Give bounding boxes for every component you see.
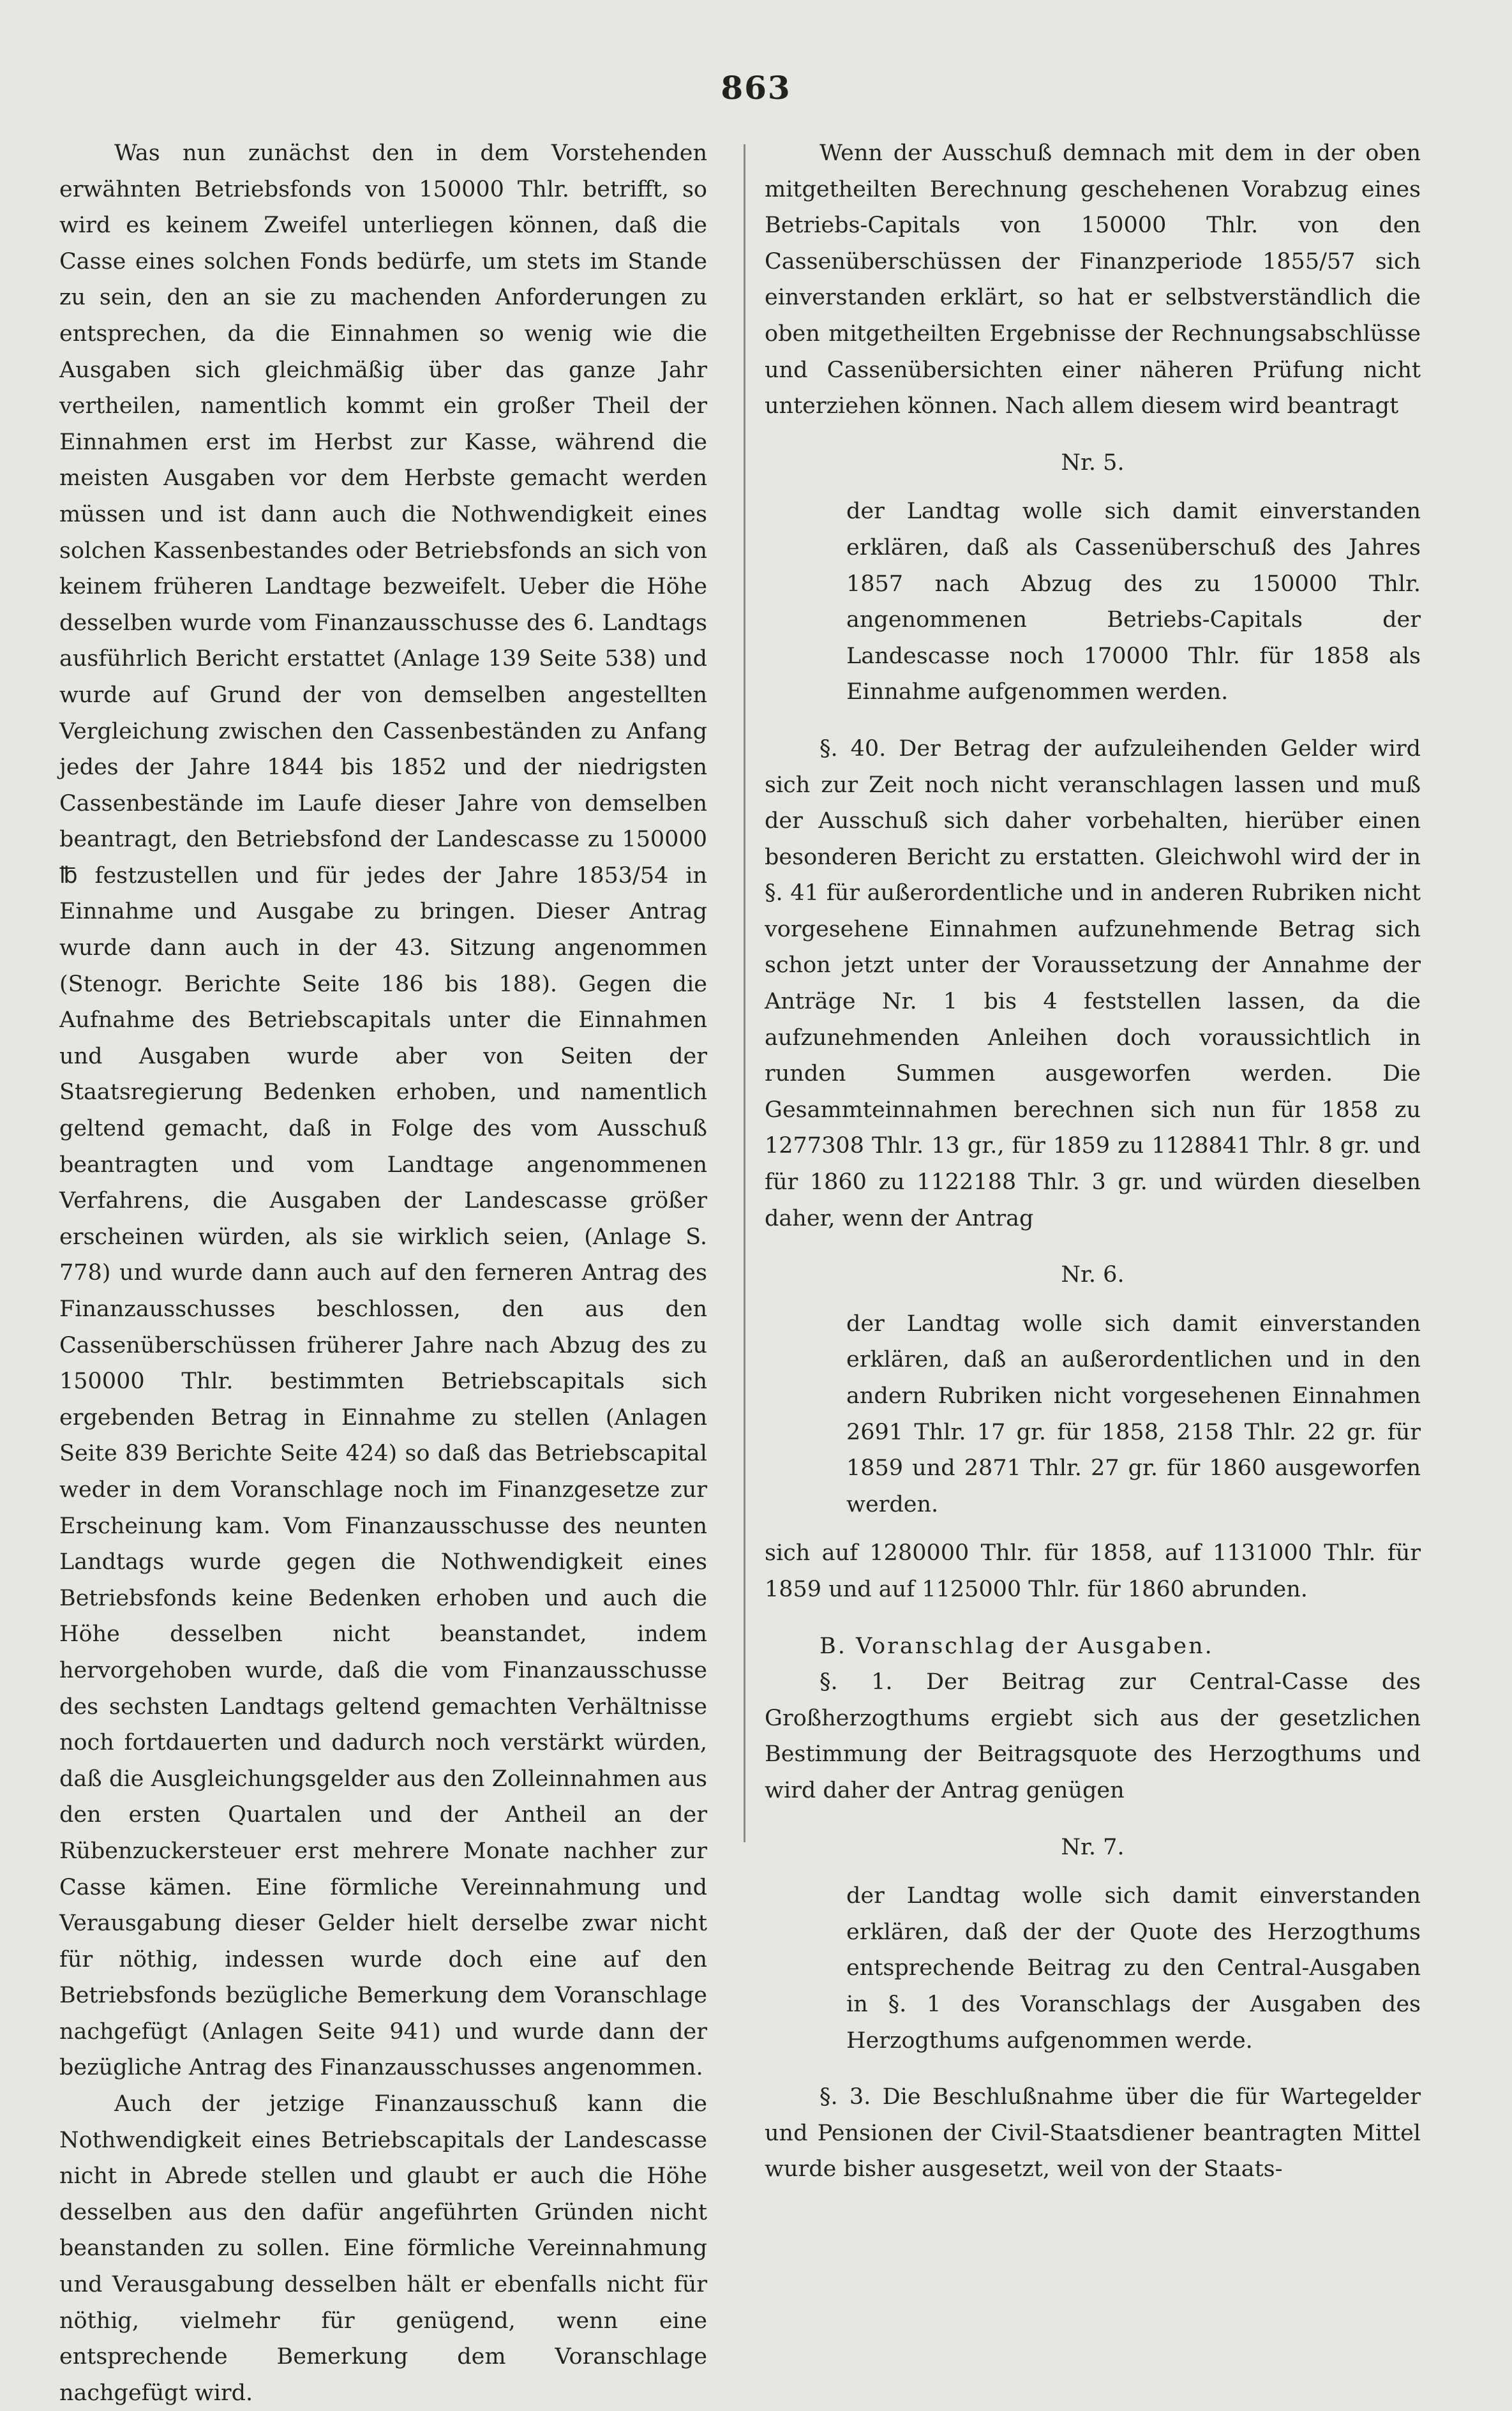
page-number: 863 (721, 69, 791, 107)
motion-text-nr6: der Landtag wolle sich damit einverstanden erklären, daß an außerordentlichen und in den andern Rubriken nicht vorgesehenen Einnahmen 2691 Thlr. 17 gr. für 1858, 2158 Thlr. 22 gr. für 1859 und 2871 Thlr. 27 gr. für 1860 ausgeworfen werden. (846, 1311, 1421, 1517)
section-heading-b: B. Voranschlag der Ausgaben. (820, 1633, 1214, 1659)
paragraph-section-3: §. 3. Die Beschlußnahme über die für Wartegelder und Pensionen der Civil-Staatsdiener beantragten Mittel wurde bisher ausgesetzt, weil von der Staats- (765, 2084, 1421, 2182)
motion-heading-nr5: Nr. 5. (1061, 449, 1125, 476)
left-column (59, 135, 707, 2411)
paragraph-ausschuss: Wenn der Ausschuß demnach mit dem in der oben mitgetheilten Berechnung geschehenen Vorabzug eines Betriebs-Capitals von 150000 Thlr. von den Cassenüberschüssen der Finanzperiode 1855/57 sich einverstanden erklärt, so hat er selbstverständlich die oben mitgetheilten Ergebnisse der Rechnungsabschlüsse und Cassenübersichten einer näheren Prüfung nicht unterziehen können. Nach allem diesem wird beantragt (765, 140, 1421, 419)
right-column (765, 135, 1421, 2188)
paragraph-betriebsfonds: Was nun zunächst den in dem Vorstehenden erwähnten Betriebsfonds von 150000 Thlr. betrifft, so wird es keinem Zweifel unterliegen können, daß die Casse eines solchen Fonds bedürfe, um stets im Stande zu sein, den an sie zu machenden Anforderungen zu entsprechen, da die Einnahmen so wenig wie die Ausgaben sich gleichmäßig über das ganze Jahr vertheilen, namentlich kommt ein großer Theil der Einnahmen erst im Herbst zur Kasse, während die meisten Ausgaben vor dem Herbste gemacht werden müssen und ist dann auch die Nothwendigkeit eines solchen Kassenbestandes oder Betriebsfonds an sich von keinem früheren Landtage bezweifelt. Ueber die Höhe desselben wurde vom Finanzausschusse des 6. Landtags ausführlich Bericht erstattet (Anlage 139 Seite 538) und wurde auf Grund der von demselben angestellten Vergleichung zwischen den Cassenbeständen zu Anfang jedes der Jahre 1844 bis 1852 und der niedrigsten Cassenbestände im Laufe dieser Jahre von demselben beantragt, den Betriebsfond der Landescasse zu 150000 ℔ festzustellen und für jedes der Jahre 1853/54 in Einnahme und Ausgabe zu bringen. Dieser Antrag wurde dann auch in der 43. Sitzung angenommen (Stenogr. Berichte Seite 186 bis 188). Gegen die Aufnahme des Betriebscapitals unter die Einnahmen und Ausgaben wurde aber von Seiten der Staatsregierung Bedenken erhoben, und namentlich geltend gemacht, daß in Folge des vom Ausschuß beantragten und vom Landtage angenommenen Verfahrens, die Ausgaben der Landescasse größer erscheinen würden, als sie wirklich seien, (Anlage S. 778) und wurde dann auch auf den ferneren Antrag des Finanzausschusses beschlossen, den aus den Cassenüberschüssen früherer Jahre nach Abzug des zu 150000 Thlr. bestimmten Betriebscapitals sich ergebenden Betrag in Einnahme zu stellen (Anlagen Seite 839 Berichte Seite 424) so daß das Betriebscapital weder in dem Voranschlage noch im Finanzgesetze zur Erscheinung kam. Vom Finanzausschusse des neunten Landtags wurde gegen die Nothwendigkeit eines Betriebsfonds keine Bedenken erhoben und auch die Höhe desselben nicht beanstandet, indem hervorgehoben wurde, daß die vom Finanzausschusse des sechsten Landtags geltend gemachten Verhältnisse noch fortdauerten und dadurch noch verstärkt würden, daß die Ausgleichungsgelder aus den Zolleinnahmen aus den ersten Quartalen und der Antheil an der Rübenzuckersteuer erst mehrere Monate nachher zur Casse kämen. Eine förmliche Vereinnahmung und Verausgabung dieser Gelder hielt derselbe zwar nicht für nöthig, indessen wurde doch eine auf den Betriebsfonds bezügliche Bemerkung dem Voranschlage nachgefügt (Anlagen Seite 941) und wurde dann der bezügliche Antrag des Finanzausschusses angenommen. (59, 140, 707, 2081)
motion-heading-nr7: Nr. 7. (1061, 1834, 1125, 1860)
paragraph-abrunden: sich auf 1280000 Thlr. für 1858, auf 1131000 Thlr. für 1859 und auf 1125000 Thlr. für 1860 abrunden. (765, 1540, 1421, 1602)
motion-text-nr5: der Landtag wolle sich damit einverstanden erklären, daß als Cassenüberschuß des Jahres 1857 nach Abzug des zu 150000 Thlr. angenommenen Betriebs-Capitals der Landescasse noch 170000 Thlr. für 1858 als Einnahme aufgenommen werden. (846, 499, 1421, 705)
motion-heading-nr6: Nr. 6. (1061, 1262, 1125, 1288)
paragraph-section-1: §. 1. Der Beitrag zur Central-Casse des Großherzogthums ergiebt sich aus der gesetzlichen Bestimmung der Beitragsquote des Herzogthums und wird daher der Antrag genügen (765, 1669, 1421, 1803)
motion-text-nr7: der Landtag wolle sich damit einverstanden erklären, daß der der Quote des Herzogthums entsprechende Beitrag zu den Central-Ausgaben in §. 1 des Voranschlags der Ausgaben des Herzogthums aufgenommen werde. (846, 1883, 1421, 2054)
paragraph-section-40: §. 40. Der Betrag der aufzuleihenden Gelder wird sich zur Zeit noch nicht veranschlagen lassen und muß der Ausschuß sich daher vorbehalten, hierüber einen besonderen Bericht zu erstatten. Gleichwohl wird der in §. 41 für außerordentliche und in anderen Rubriken nicht vorgesehene Einnahmen aufzunehmende Betrag sich schon jetzt unter der Voraussetzung der Annahme der Anträge Nr. 1 bis 4 feststellen lassen, da die aufzunehmenden Anleihen doch voraussichtlich in runden Summen ausgeworfen werden. Die Gesammteinnahmen berechnen sich nun für 1858 zu 1277308 Thlr. 13 gr., für 1859 zu 1128841 Thlr. 8 gr. und für 1860 zu 1122188 Thlr. 3 gr. und würden dieselben daher, wenn der Antrag (765, 735, 1421, 1231)
column-divider (744, 144, 745, 1842)
paragraph-finanzausschuss: Auch der jetzige Finanzausschuß kann die Nothwendigkeit eines Betriebscapitals der Landescasse nicht in Abrede stellen und glaubt er auch die Höhe desselben aus den dafür angeführten Gründen nicht beanstanden zu sollen. Eine förmliche Vereinnahmung und Verausgabung desselben hält er ebenfalls nicht für nöthig, vielmehr für genügend, wenn eine entsprechende Bemerkung dem Voranschlage nachgefügt wird. (59, 2091, 707, 2406)
